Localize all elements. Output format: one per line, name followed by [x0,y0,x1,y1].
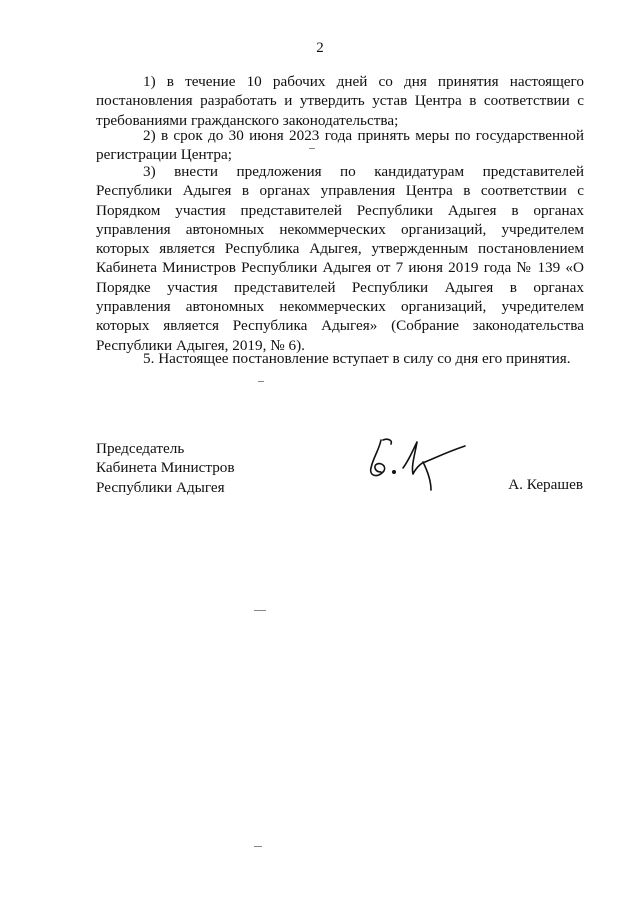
signer-name: А. Керашев [508,476,583,493]
scan-mark [254,846,262,847]
signatory-title [96,439,235,497]
page-number: 2 [316,40,324,56]
scan-mark [254,610,266,611]
paragraph-item-3: 3) внести предложения по кандидатурам представителей Республики Адыгея в органах управления Центра в соответствии с Порядком участия представителей Республики Адыгея в органах управления автономных некоммерческих организаций, учредителем которых является Республика Адыгея, утвержденным постановлением Кабинета Министров Республики Адыгея от 7 июня 2019 года № 139 «О Порядке участия представителей Республики Адыгея в органах управления автономных некоммерческих организаций, учредителем которых является Республика Адыгея» (Собрание законодательства Республики Адыгея, 2019, № 6). [96,163,584,354]
scan-mark [258,381,264,382]
signatory-title-line-3: Республики Адыгея [96,478,225,496]
handwritten-signature [363,432,473,498]
signatory-title-line-2: Кабинета Министров [96,459,235,477]
signatory-title-line-1: Председатель [96,440,185,457]
paragraph-item-5: 5. Настоящее постановление вступает в силу со дня его принятия. [143,350,571,367]
paragraph-item-2: 2) в срок до 30 июня 2023 года принять меры по государственной регистрации Центра; [96,127,584,164]
scan-mark [309,148,315,149]
paragraph-item-1: 1) в течение 10 рабочих дней со дня принятия настоящего постановления разработать и утвердить устав Центра в соответствии с требованиями гражданского законодательства; [96,73,584,129]
